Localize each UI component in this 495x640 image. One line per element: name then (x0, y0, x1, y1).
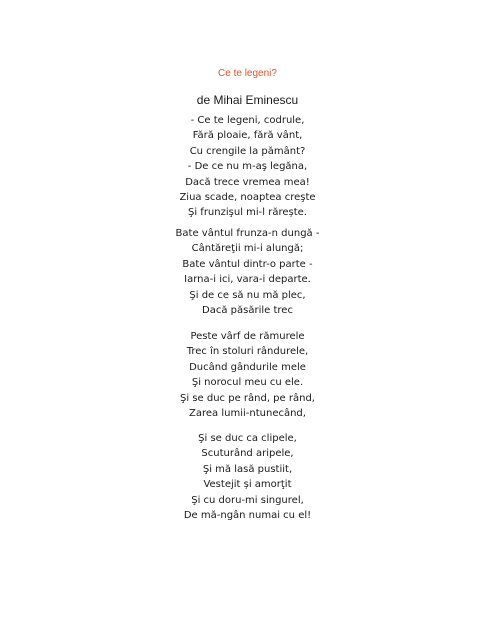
poem-line: Scuturând aripele, (201, 448, 294, 460)
poem-line: - Ce te legeni, codrule, (190, 115, 305, 126)
poem-author: de Mihai Eminescu (196, 93, 299, 107)
poem-line: Fără ploaie, fără vânt, (192, 130, 303, 142)
poem-line: Şi norocul meu cu ele. (191, 377, 304, 389)
poem-line: Cântăreţii mi-i alungă; (191, 243, 304, 255)
poem-line: Şi de ce să nu mă plec, (189, 289, 306, 301)
poem-line: Şi frunzişul mi-l rărește. (188, 207, 307, 219)
poem-line: Bate vântul frunza-n dungă - (175, 228, 320, 239)
poem-line: Peste vârf de rămurele (190, 331, 305, 342)
poem-line: Ziua scade, noaptea creşte (179, 192, 316, 204)
poem-line: Trec în stoluri rândurele, (186, 346, 309, 358)
poem-line: Şi se duc ca clipele, (198, 433, 297, 444)
poem-line: Bate vântul dintr-o parte - (182, 258, 313, 270)
poem-line: Şi mă lasă pustiit, (202, 463, 293, 475)
poem-line: Ducând gândurile mele (189, 361, 306, 373)
stanza-3 (0, 329, 495, 421)
poem-line: Şi cu doru-mi singurel, (191, 494, 304, 506)
poem-line: Iarna-i ici, vara-i departe. (184, 274, 311, 286)
poem-line: Dacă păsările trec (202, 305, 293, 317)
poem-line: Dacă trece vremea mea! (185, 176, 310, 188)
poem-title: Ce te legeni? (218, 68, 277, 79)
poem-line: Şi se duc pe rând, pe rând, (180, 392, 315, 404)
poem-line: De mă-ngân numai cu el! (183, 510, 312, 522)
stanza-2 (0, 226, 495, 318)
stanza-1 (0, 113, 495, 221)
poem-line: - De ce nu m-aş legăna, (187, 161, 308, 173)
stanza-4 (0, 431, 495, 523)
poem-line: Vestejit și amorţit (203, 479, 292, 491)
poem-line: Cu crengile la pământ? (189, 145, 306, 157)
poem-line: Zarea lumii-ntunecând, (189, 408, 306, 420)
